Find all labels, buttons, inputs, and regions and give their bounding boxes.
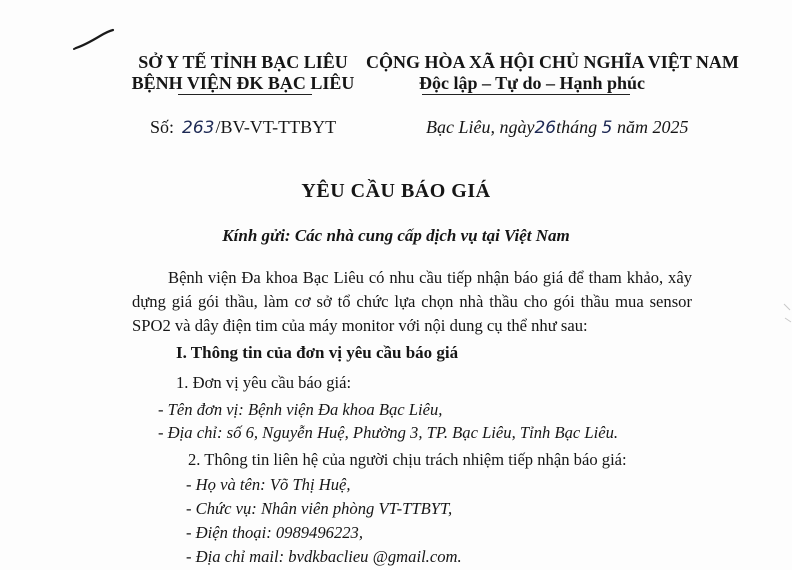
date-line <box>426 117 688 138</box>
date-year: năm 2025 <box>616 117 689 137</box>
issuing-authority <box>118 52 368 94</box>
date-place: Bạc Liêu, ngày <box>426 117 535 137</box>
motto: Độc lập – Tự do – Hạnh phúc <box>418 73 646 93</box>
contact-name: - Họ và tên: Võ Thị Huệ, <box>186 475 351 494</box>
unit-name: - Tên đơn vị: Bệnh viện Đa khoa Bạc Liêu, <box>158 400 443 419</box>
section-1-item-1: 1. Đơn vị yêu cầu báo giá: <box>176 373 352 392</box>
date-day: 26 <box>534 118 557 138</box>
unit-address: - Địa chỉ: số 6, Nguyễn Huệ, Phường 3, TP. Bạc Liêu, Tỉnh Bạc Liêu. <box>158 423 619 442</box>
greeting-line: Kính gửi: Các nhà cung cấp dịch vụ tại Việt Nam <box>222 226 570 245</box>
contact-email: - Địa chỉ mail: bvdkbaclieu @gmail.com. <box>186 547 462 566</box>
section-1-heading: I. Thông tin của đơn vị yêu cầu báo giá <box>176 343 459 362</box>
document-title: YÊU CẦU BÁO GIÁ <box>301 180 491 202</box>
doc-number-handwritten: 263 <box>182 118 215 138</box>
section-1-item-2: 2. Thông tin liên hệ của người chịu trách nhiệm tiếp nhận báo giá: <box>188 450 627 469</box>
doc-number-code: /BV-VT-TTBYT <box>215 117 337 137</box>
faint-bleed-through-mark <box>782 300 792 340</box>
hospital-name-underline <box>178 94 312 95</box>
date-month: 5 <box>601 118 613 138</box>
date-month-word: tháng <box>556 117 598 137</box>
contact-position: - Chức vụ: Nhân viên phòng VT-TTBYT, <box>186 499 453 518</box>
doc-number-label: Số: <box>150 117 175 137</box>
national-motto <box>366 52 739 94</box>
handwritten-check-mark <box>72 28 118 52</box>
motto-underline <box>422 94 630 95</box>
department-name: SỞ Y TẾ TỈNH BẠC LIÊU <box>138 52 348 72</box>
intro-paragraph <box>132 266 692 338</box>
intro-text: Bệnh viện Đa khoa Bạc Liêu có nhu cầu tiếp nhận báo giá để tham khảo, xây dựng giá gói thầu, làm cơ sở tổ chức lựa chọn nhà thầu cho gói thầu mua sensor SPO2 và dây điện tim của máy monitor với nội dung cụ thể như sau: <box>132 268 692 335</box>
country-name: CỘNG HÒA XÃ HỘI CHỦ NGHĨA VIỆT NAM <box>366 52 739 72</box>
document-number <box>150 117 336 138</box>
hospital-name: BỆNH VIỆN ĐK BẠC LIÊU <box>131 73 355 93</box>
contact-phone: - Điện thoại: 0989496223, <box>186 523 363 542</box>
